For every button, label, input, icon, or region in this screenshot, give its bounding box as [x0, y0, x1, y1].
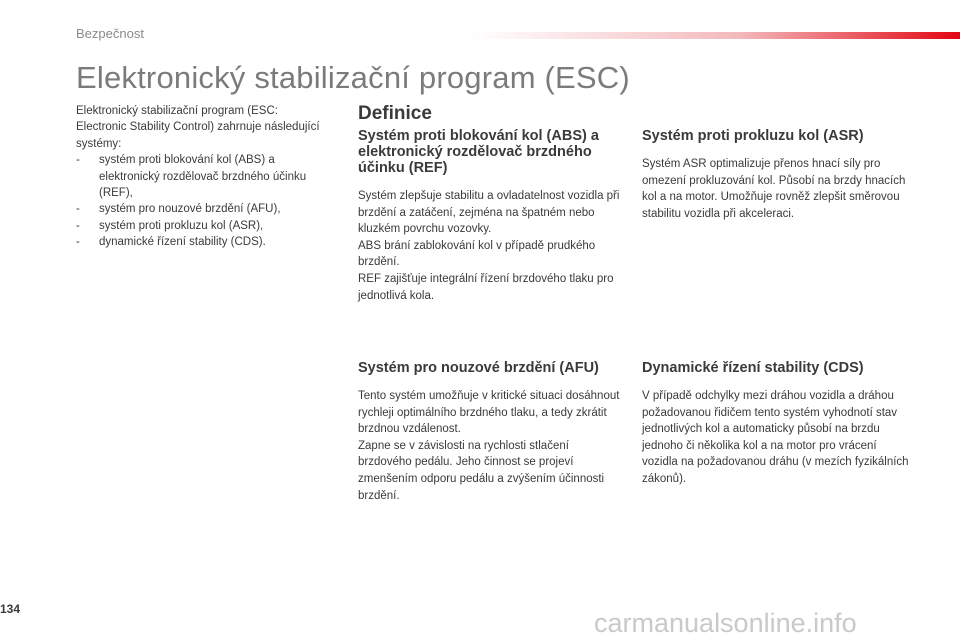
abs-ref-line: Systém zlepšuje stabilitu a ovladatelnost vozidla při brzdění a zatáčení, zejména na špatném nebo kluzkém povrchu vozovky. [358, 190, 620, 236]
abs-ref-block [358, 128, 620, 304]
list-item: - dynamické řízení stability (CDS). [76, 236, 266, 249]
intro-text: Elektronický stabilizační program (ESC: Electronic Stability Control) zahrnuje následující systémy: [76, 105, 320, 150]
page-title: Elektronický stabilizační program (ESC) [76, 60, 630, 95]
afu-block [358, 360, 620, 504]
cds-block [642, 360, 910, 488]
abs-ref-line: REF zajišťuje integrální řízení brzdového tlaku pro jednotlivá kola. [358, 272, 614, 302]
intro-section [76, 103, 326, 251]
page-number: 134 [0, 602, 21, 616]
list-item: - systém proti blokování kol (ABS) a elektronický rozdělovač brzdného účinku (REF), [76, 154, 307, 200]
abs-ref-line: ABS brání zablokování kol v případě prudkého brzdění. [358, 239, 596, 269]
asr-block [642, 128, 910, 222]
afu-title: Systém pro nouzové brzdění (AFU) [358, 360, 599, 376]
abs-ref-title: Systém proti blokování kol (ABS) a elektronický rozdělovač brzdného účinku (REF) [358, 128, 599, 176]
intro-list [76, 152, 326, 250]
asr-title: Systém proti prokluzu kol (ASR) [642, 128, 864, 144]
list-item: - systém pro nouzové brzdění (AFU), [76, 203, 281, 216]
afu-line: Tento systém umožňuje v kritické situaci dosáhnout rychleji optimálního brzdného tlaku, a tedy zkrátit brzdnou vzdálenost. [358, 390, 620, 436]
list-item: - systém proti prokluzu kol (ASR), [76, 219, 264, 232]
header-accent-bar [470, 32, 960, 39]
definice-heading: Definice [358, 103, 432, 124]
cds-line: V případě odchylky mezi dráhou vozidla a dráhou požadovanou řidičem tento systém vyhodnotí stav jednotlivých kol a automaticky působí na brzdu jednoho či několika kol a na motor pro vrácení vozidla na požadovanou dráhu (v mezích fyzikálních zákonů). [642, 390, 909, 485]
section-label: Bezpečnost [76, 26, 144, 41]
cds-title: Dynamické řízení stability (CDS) [642, 360, 864, 376]
afu-line: Zapne se v závislosti na rychlosti stlačení brzdového pedálu. Jeho činnost se projeví zmenšením odporu pedálu a zvýšením účinnosti brzdění. [358, 439, 605, 502]
watermark: carmanualsonline.info [594, 608, 857, 638]
asr-line: Systém ASR optimalizuje přenos hnací síly pro omezení prokluzování kol. Působí na brzdy hnacích kol a na motor. Umožňuje rovněž zlepšit směrovou stabilitu vozidla při akceleraci. [642, 158, 906, 220]
